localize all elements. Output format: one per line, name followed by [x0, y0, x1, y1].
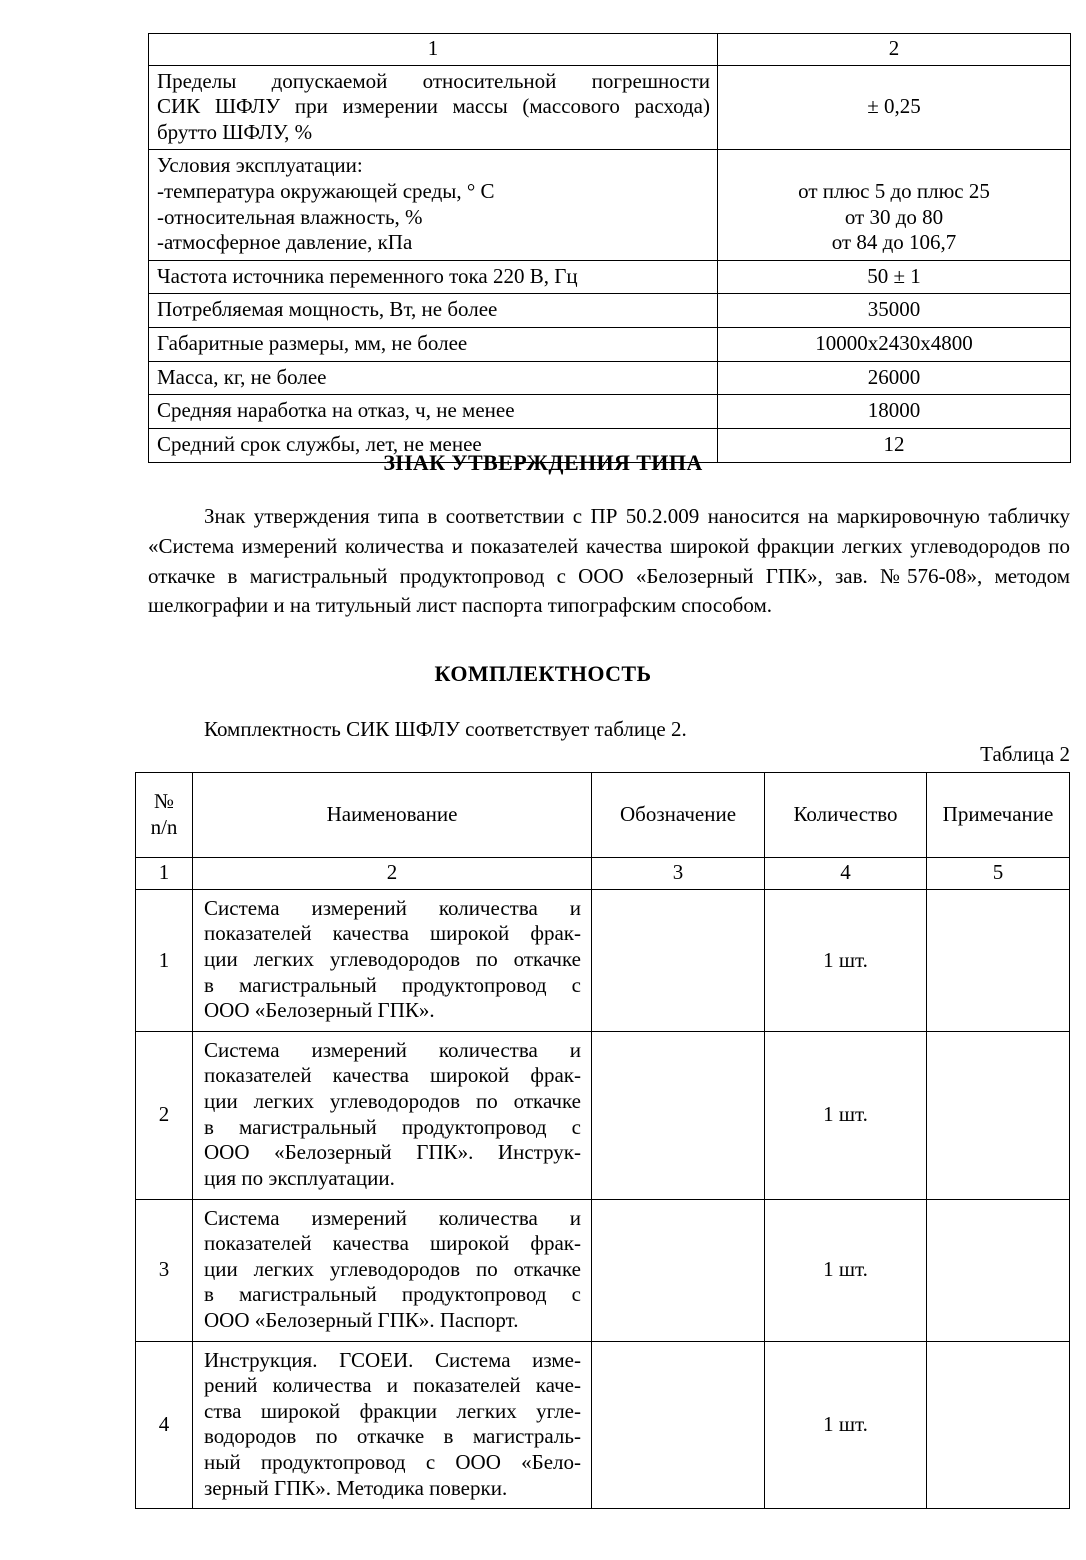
text-line: ООО «Белозерный ГПК». Инструк- [204, 1140, 581, 1165]
specifications-table-container [148, 33, 1070, 463]
table-header-row [136, 773, 1070, 858]
t1-label-cell [149, 65, 718, 150]
t2-row-note [927, 1031, 1070, 1199]
completeness-table-container [135, 772, 1069, 1509]
t1-label-cell [149, 150, 718, 260]
t1-value-cell: 26000 [718, 361, 1071, 395]
text-line: Система измерений количества и [204, 1037, 581, 1062]
t2-header-name: Наименование [193, 773, 592, 858]
t1-label-cell [149, 260, 718, 294]
t2-row-name [193, 889, 592, 1031]
text-line: в магистральный продуктопровод с [204, 1282, 581, 1307]
text-line: СИК ШФЛУ при измерении массы (массового расхода) [157, 94, 710, 119]
completeness-table [135, 772, 1070, 1509]
text-line: ООО «Белозерный ГПК». Паспорт. [204, 1307, 519, 1332]
t2-row-quantity: 1 шт. [765, 1031, 927, 1199]
t1-col-header-1: 1 [149, 34, 718, 66]
paragraph-type-approval-mark: Знак утверждения типа в соответствии с ПР 50.2.009 наносится на маркировочную табличку «Система измерений количества и показателей качества широкой фракции легких углеводородов по откачке в магистральный продуктопровод с ООО «Белозерный ГПК», зав. №576-08», методом шелкографии и на титульный лист паспорта типографским способом. [148, 504, 1070, 618]
text-line: Система измерений количества и [204, 1205, 581, 1230]
t2-col-number-2: 2 [193, 858, 592, 890]
text-line: -атмосферное давление, кПа [157, 230, 413, 255]
table-row-column-numbers [149, 34, 1071, 66]
t2-row-index: 3 [136, 1199, 193, 1341]
text-line: показателей качества широкой фрак- [204, 921, 581, 946]
specifications-table [148, 33, 1071, 463]
t1-value-cell: 18000 [718, 395, 1071, 429]
t2-header-number [136, 773, 193, 858]
t2-col-number-4: 4 [765, 858, 927, 890]
t1-value-cell: 50 ± 1 [718, 260, 1071, 294]
t2-row-name [193, 1341, 592, 1509]
table-row [149, 150, 1071, 260]
text-line: Условия эксплуатации: [157, 153, 363, 178]
text-line: от плюс 5 до плюс 25 [798, 179, 990, 204]
text-line: ООО «Белозерный ГПК». [204, 998, 435, 1023]
text-line: Средний срок службы, лет, не менее [157, 431, 482, 456]
text-line: Потребляемая мощность, Вт, не более [157, 297, 498, 322]
t2-row-quantity: 1 шт. [765, 1199, 927, 1341]
text-line: рений количества и показателей каче- [204, 1373, 581, 1398]
text-line: в магистральный продуктопровод с [204, 1114, 581, 1139]
section-heading-completeness: КОМПЛЕКТНОСТЬ [434, 661, 652, 686]
t1-value-cell: 35000 [718, 294, 1071, 328]
t1-label-cell [149, 328, 718, 362]
t2-row-index: 1 [136, 889, 193, 1031]
paragraph-completeness: Комплектность СИК ШФЛУ соответствует таблице 2. [204, 717, 687, 741]
text-line: ция по эксплуатации. [204, 1165, 395, 1190]
text-line: Система измерений количества и [204, 895, 581, 920]
table-row [149, 260, 1071, 294]
t2-col-number-5: 5 [927, 858, 1070, 890]
t2-row-designation [592, 1341, 765, 1509]
t2-header-note: Примечание [927, 773, 1070, 858]
text-line: Средняя наработка на отказ, ч, не менее [157, 398, 515, 423]
t1-value-cell: 12 [718, 428, 1071, 462]
text-line: ± 0,25 [867, 94, 921, 119]
t1-value-cell [718, 150, 1071, 260]
text-line: Габаритные размеры, мм, не более [157, 331, 468, 356]
t2-row-designation [592, 1031, 765, 1199]
text-line: -температура окружающей среды, ° С [157, 179, 495, 204]
text-line: № [153, 789, 175, 813]
t1-col-header-2: 2 [718, 34, 1071, 66]
table-row [149, 294, 1071, 328]
text-line: ный продуктопровод с ООО «Бело- [204, 1450, 581, 1475]
table-row-column-numbers [136, 858, 1070, 890]
t2-row-note [927, 889, 1070, 1031]
text-line: в магистральный продуктопровод с [204, 972, 581, 997]
table-row [149, 395, 1071, 429]
table-row [136, 1199, 1070, 1341]
t1-label-cell [149, 294, 718, 328]
t2-row-index: 4 [136, 1341, 193, 1509]
text-line: Пределы допускаемой относительной погрешности [157, 68, 710, 93]
t2-row-designation [592, 1199, 765, 1341]
t2-row-quantity: 1 шт. [765, 889, 927, 1031]
t1-value-cell: 10000x2430x4800 [718, 328, 1071, 362]
text-line: водородов по откачке в магистраль- [204, 1424, 581, 1449]
text-line: от 84 до 106,7 [831, 230, 957, 255]
t1-label-cell [149, 361, 718, 395]
t2-row-name [193, 1031, 592, 1199]
text-line: показателей качества широкой фрак- [204, 1063, 581, 1088]
t2-col-number-3: 3 [592, 858, 765, 890]
text-line: показателей качества широкой фрак- [204, 1231, 581, 1256]
t2-col-number-1: 1 [136, 858, 193, 890]
t2-row-index: 2 [136, 1031, 193, 1199]
t1-value-cell [718, 65, 1071, 150]
table-row [136, 1341, 1070, 1509]
t2-row-note [927, 1341, 1070, 1509]
t2-row-designation [592, 889, 765, 1031]
table-row [136, 889, 1070, 1031]
t2-row-note [927, 1199, 1070, 1341]
text-line: Масса, кг, не более [157, 364, 327, 389]
t1-label-cell [149, 395, 718, 429]
table-row [136, 1031, 1070, 1199]
text-line: ции легких углеводородов по откачке [204, 1256, 581, 1281]
text-line: зерный ГПК». Методика поверки. [204, 1475, 508, 1500]
text-line: -относительная влажность, % [157, 204, 423, 229]
text-line: Инструкция. ГСОЕИ. Система изме- [204, 1347, 581, 1372]
text-line: ции легких углеводородов по откачке [204, 947, 581, 972]
t2-row-quantity: 1 шт. [765, 1341, 927, 1509]
text-line: n/n [150, 814, 178, 839]
text-line: Частота источника переменного тока 220 В, Гц [157, 263, 578, 288]
text-line: от 30 до 80 [844, 204, 944, 229]
table-row [149, 361, 1071, 395]
t2-row-name [193, 1199, 592, 1341]
table-row [149, 65, 1071, 150]
table-row [149, 328, 1071, 362]
t2-header-designation: Обозначение [592, 773, 765, 858]
text-line: ства широкой фракции легких угле- [204, 1398, 581, 1423]
table-2-caption: Таблица 2 [980, 742, 1070, 766]
section-heading-type-approval-mark: ЗНАК УТВЕРЖДЕНИЯ ТИПА [383, 450, 703, 475]
t2-header-quantity: Количество [765, 773, 927, 858]
text-line: брутто ШФЛУ, % [157, 119, 313, 144]
text-line: ции легких углеводородов по откачке [204, 1089, 581, 1114]
